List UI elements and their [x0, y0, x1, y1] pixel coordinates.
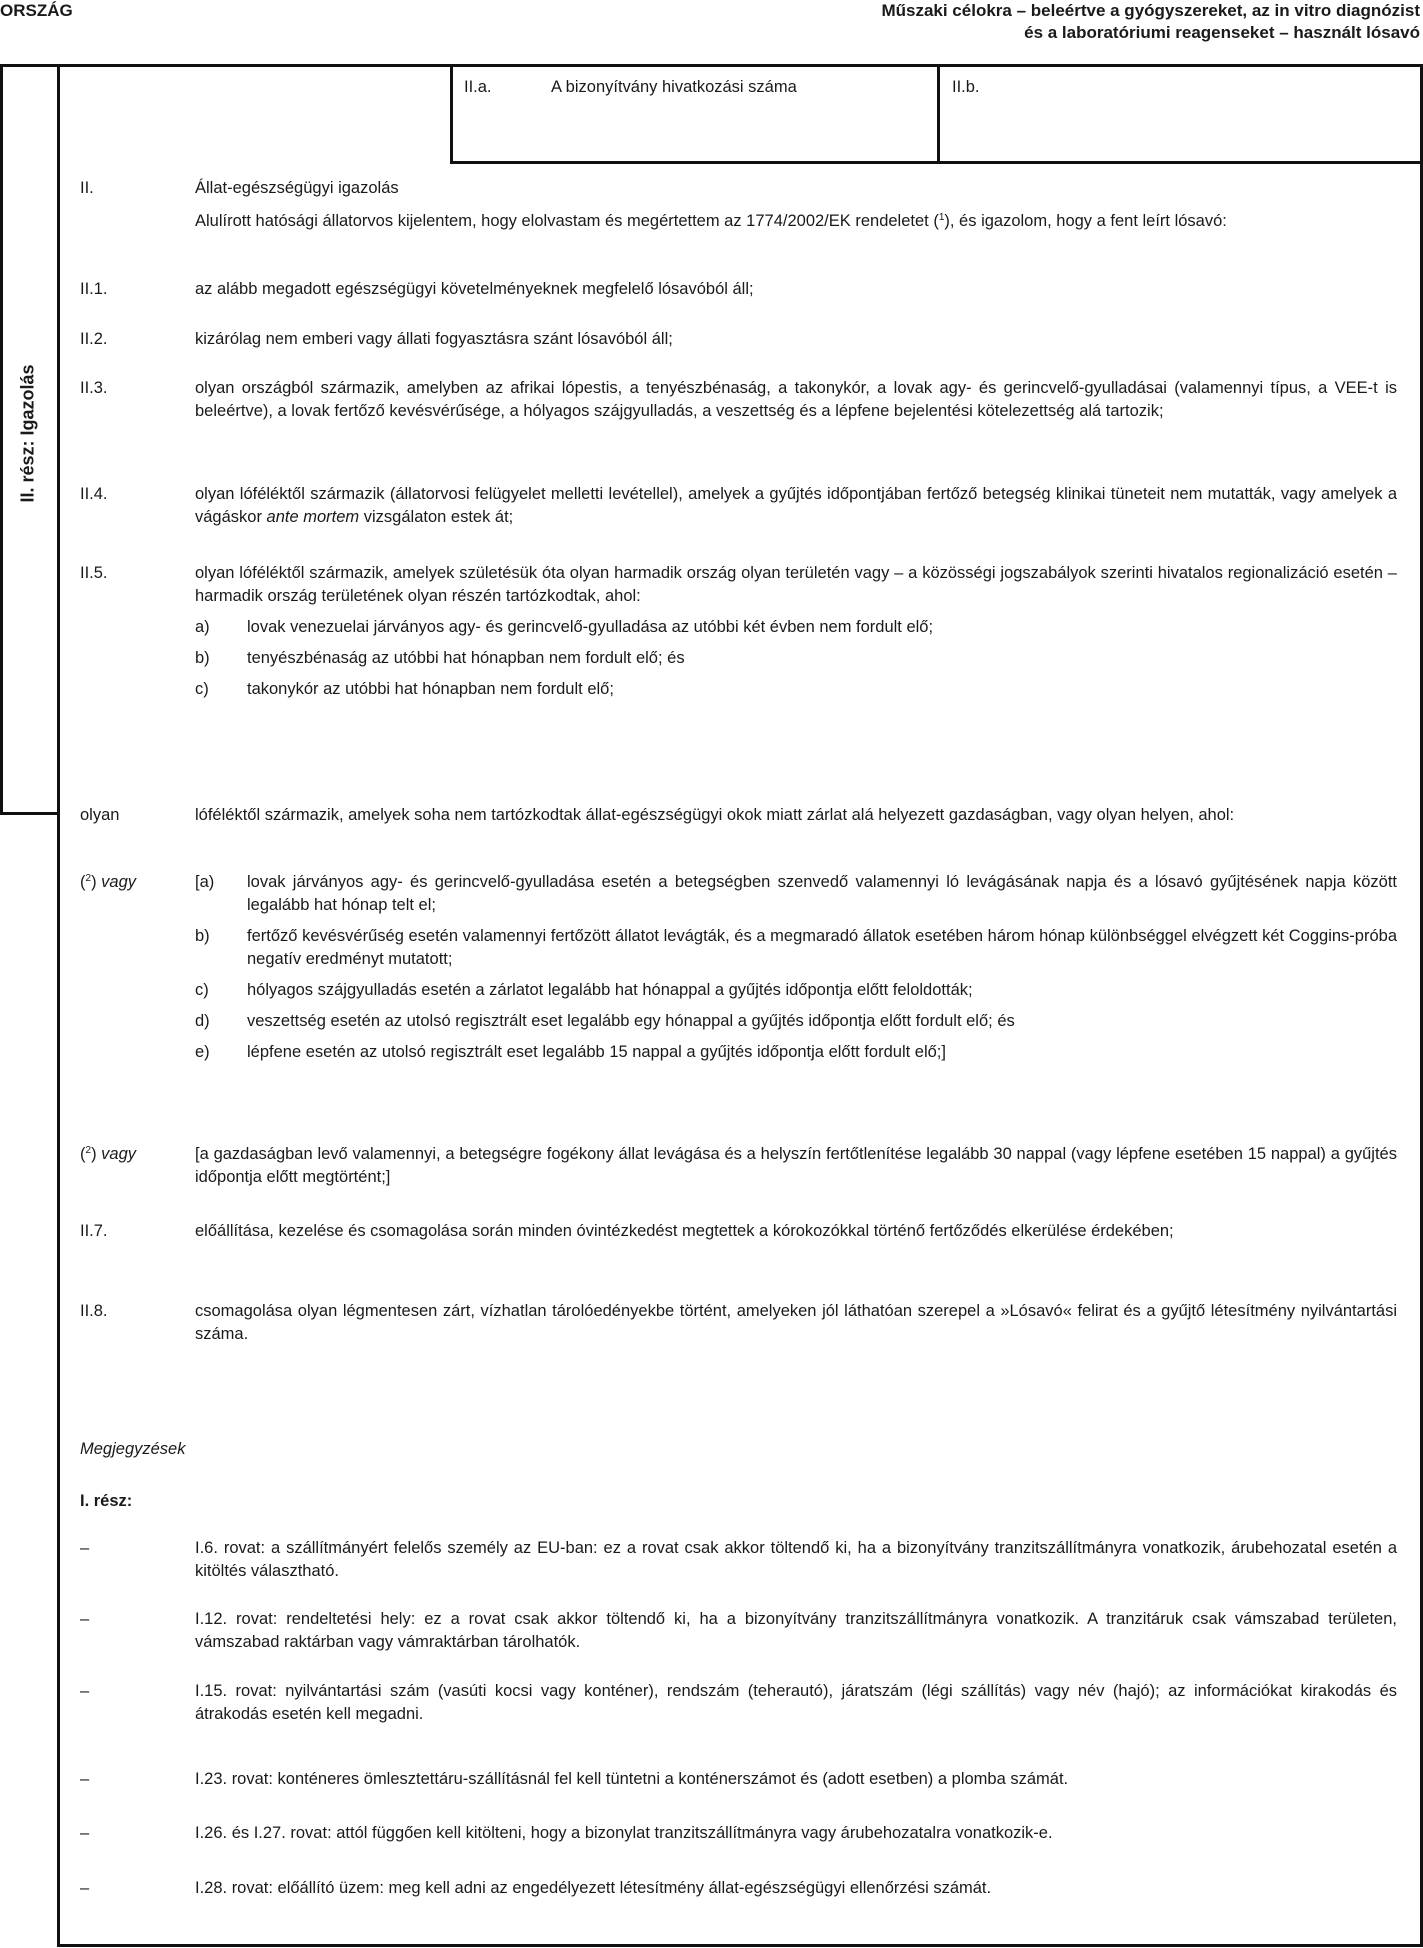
dash: – — [80, 1682, 90, 1700]
footnote-ref: 1 — [938, 212, 945, 223]
item-text: olyan lóféléktől származik (állatorvosi felügyelet melletti levétellel), amelyek a gyűjtés időpontjában fertőző betegség klinikai tüneteit nem mutatták, vagy amelyek a vágáskor ante mortem vizsgálaton estek át; — [195, 485, 1397, 526]
item-ii4 — [80, 483, 1397, 529]
note-text: I.26. és I.27. rovat: attól függően kell kitölteni, hogy a bizonylat tranzitszállítmányra vagy árubehozatalra vonatkozik-e. — [195, 1824, 1053, 1842]
item-text: az alább megadott egészségügyi követelményeknek megfelelő lósavóból áll; — [195, 280, 754, 298]
note-entry — [80, 1768, 1397, 1791]
document-title-line-1: Műszaki célokra – beleértve a gyógyszereket, az in vitro diagnózist — [881, 1, 1420, 20]
dash: – — [80, 1824, 90, 1842]
notes-title: Megjegyzések — [80, 1440, 186, 1458]
note-text: I.23. rovat: konténeres ömlesztettáru-szállításnál fel kell tüntetni a konténerszámot és (adott esetben) a plomba számát. — [195, 1770, 1069, 1788]
item-ii8 — [80, 1300, 1397, 1346]
dash: – — [80, 1770, 90, 1788]
note-entry — [80, 1877, 1397, 1900]
item-ii2 — [80, 328, 1397, 351]
item-code: II.3. — [80, 379, 108, 397]
item-text: kizárólag nem emberi vagy állati fogyasztásra szánt lósavóból áll; — [195, 330, 673, 348]
reference-code-a: II.a. — [464, 78, 492, 96]
sub-item: b) tenyészbénaság az utóbbi hat hónapban nem fordult elő; és — [195, 649, 685, 667]
country-label: ORSZÁG — [0, 1, 73, 20]
item-code: II.8. — [80, 1302, 108, 1320]
option-marker: ($^2$) vagy — [80, 873, 137, 891]
dash: – — [80, 1879, 90, 1897]
section-intro — [80, 210, 1397, 233]
item-vagy-2 — [80, 1143, 1397, 1189]
side-label-text: II. rész: Igazolás — [17, 363, 38, 503]
note-entry — [80, 1822, 1397, 1845]
note-text: I.28. rovat: előállító üzem: meg kell adni az engedélyezett létesítmény állat-egészségügyi ellenőrzési számát. — [195, 1879, 992, 1897]
note-entry — [80, 1537, 1397, 1583]
section-title: Állat-egészségügyi igazolás — [195, 179, 399, 197]
item-text: olyan országból származik, amelyben az afrikai lópestis, a tenyészbénaság, a takonykór, a lovak agy- és gerincvelő-gyulladásai (valamennyi típus, a VEE-t is beleértve), a lovak fertőző kevésvérűsége, a hólyagos szájgyulladás, a veszettség és a lépfene bejelentési kötelezettség alá tartozik; — [195, 379, 1397, 420]
item-text: előállítása, kezelése és csomagolása során minden óvintézkedést megtettek a kórokozókkal történő fertőződés elkerülése érdekében; — [195, 1222, 1174, 1240]
item-code: II.4. — [80, 485, 108, 503]
item-code: II.7. — [80, 1222, 108, 1240]
latin-term: ante mortem — [266, 508, 360, 526]
sub-item: [a) lovak járványos agy- és gerincvelő-gyulladása esetén a betegségben szenvedő valamennyi ló levágásának napja és a lósavó gyűjtésének napja között legalább hat hónap telt el; — [195, 873, 1397, 914]
item-text: lóféléktől származik, amelyek soha nem tartózkodtak állat-egészségügyi okok miatt zárlat alá helyezett gazdaságban, vagy olyan helyen, ahol: — [195, 806, 1235, 824]
document-title — [881, 0, 1420, 44]
item-ii1 — [80, 278, 1397, 301]
document-title-line-2: és a laboratóriumi reagenseket – használt lósavó — [1024, 23, 1420, 42]
note-entry — [80, 1680, 1397, 1726]
note-entry — [80, 1608, 1397, 1654]
section-heading — [80, 177, 1397, 200]
item-text: olyan lóféléktől származik, amelyek születésük óta olyan harmadik ország olyan területén vagy – a közösségi jogszabályok szerinti hivatalos regionalizáció esetén – harmadik ország területének olyan részén tartózkodtak, ahol: — [195, 564, 1397, 605]
reference-number-box — [450, 64, 1423, 164]
item-ii3 — [80, 377, 1397, 423]
dash: – — [80, 1610, 90, 1628]
item-code: II.5. — [80, 564, 108, 582]
reference-cell-a[interactable] — [453, 67, 940, 161]
sub-item: d) veszettség esetén az utolsó regisztrált eset legalább egy hónappal a gyűjtés időpontja előtt fordult elő; és — [195, 1012, 1015, 1030]
item-olyan — [80, 804, 1397, 827]
note-text: I.12. rovat: rendeltetési hely: ez a rovat csak akkor töltendő ki, ha a bizonyítvány tranzitszállítmányra vonatkozik. A tranzitáruk csak vámszabad területen, vámszabad raktárban vagy vámraktárban tárolhatók. — [195, 1610, 1397, 1651]
item-code: II.1. — [80, 280, 108, 298]
item-code: II.2. — [80, 330, 108, 348]
notes-part — [80, 1490, 1397, 1513]
reference-label-a: A bizonyítvány hivatkozási száma — [551, 78, 797, 96]
sub-item: a) lovak venezuelai járványos agy- és gerincvelő-gyulladása az utóbbi két évben nem fordult elő; — [195, 618, 934, 636]
item-code: olyan — [80, 806, 120, 824]
item-vagy-1 — [80, 871, 1397, 1064]
sub-item: c) takonykór az utóbbi hat hónapban nem fordult elő; — [195, 680, 614, 698]
option-marker: ($^2$) vagy — [80, 1145, 137, 1163]
item-text: [a gazdaságban levő valamennyi, a betegségre fogékony állat levágása és a helyszín fertőtlenítése legalább 30 nappal (vagy lépfene esetében 15 nappal) a gyűjtés időpontja előtt megtörtént;] — [195, 1145, 1397, 1186]
section-intro-text: Alulírott hatósági állatorvos kijelentem, hogy elolvastam és megértettem az 1774/2002/EK rendeletet ($^1$), és igazolom, hogy a fent leírt lósavó: — [195, 212, 1227, 230]
sub-item: b) fertőző kevésvérűség esetén valamennyi fertőzött állatot levágták, és a megmaradó állatok esetében három hónap különbséggel elvégzett két Coggins-próba negatív eredményt mutatott; — [195, 927, 1397, 968]
section-code: II. — [80, 179, 94, 197]
dash: – — [80, 1539, 90, 1557]
reference-cell-b[interactable] — [940, 67, 1420, 161]
item-text: csomagolása olyan légmentesen zárt, vízhatlan tárolóedényekbe történt, amelyeken jól láthatóan szerepel a »Lósavó« felirat és a gyűjtő létesítmény nyilvántartási száma. — [195, 1302, 1397, 1343]
item-ii7 — [80, 1220, 1397, 1243]
note-text: I.15. rovat: nyilvántartási szám (vasúti kocsi vagy konténer), rendszám (teherautó), járatszám (légi szállítás) vagy név (hajó); az információkat kirakodás és átrakodás esetén kell megadni. — [195, 1682, 1397, 1723]
note-text: I.6. rovat: a szállítmányért felelős személy az EU-ban: ez a rovat csak akkor töltendő ki, ha a bizonyítvány tranzitszállítmányra vonatkozik, árubehozatal esetén a kitöltés választható. — [195, 1539, 1397, 1580]
notes-part-label: I. rész: — [80, 1492, 133, 1510]
sub-item: c) hólyagos szájgyulladás esetén a zárlatot legalább hat hónappal a gyűjtés időpontja előtt feloldották; — [195, 981, 973, 999]
item-ii5 — [80, 562, 1397, 701]
sub-item: e) lépfene esetén az utolsó regisztrált eset legalább 15 nappal a gyűjtés időpontja előtt fordult elő;] — [195, 1043, 946, 1061]
reference-code-b: II.b. — [952, 78, 980, 96]
notes-heading — [80, 1438, 1397, 1461]
side-label — [14, 338, 42, 528]
